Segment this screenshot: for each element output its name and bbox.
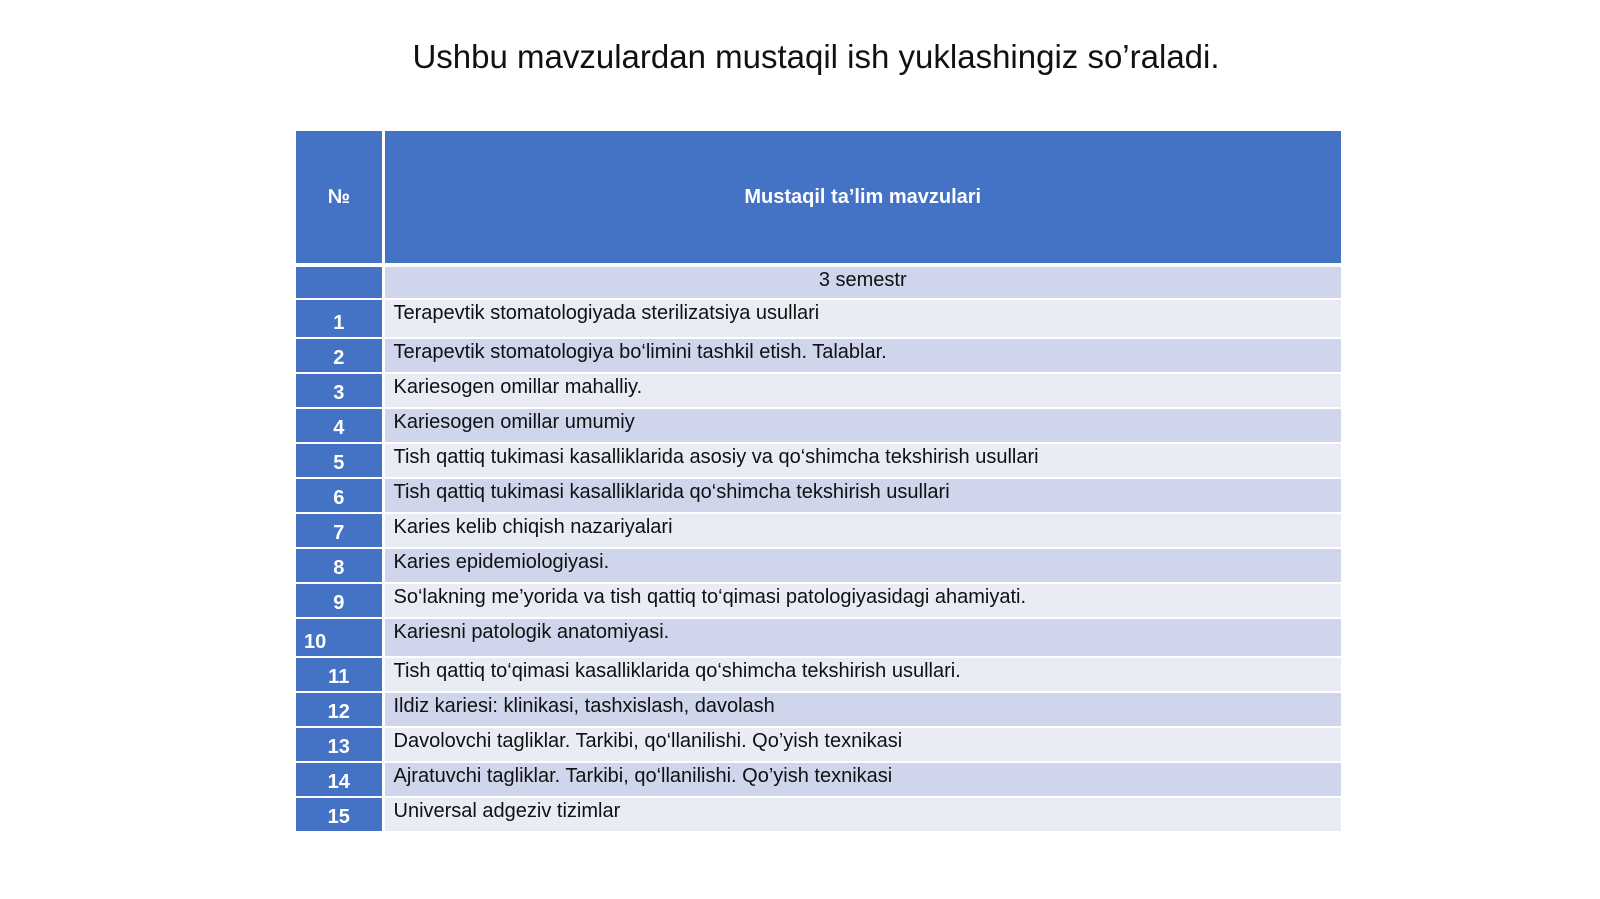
row-number: 2 [296, 338, 383, 373]
table-row [296, 797, 1341, 832]
row-number: 4 [296, 408, 383, 443]
semester-row [296, 265, 1341, 299]
table-row [296, 299, 1341, 338]
row-number: 10 [296, 618, 383, 657]
table-row [296, 513, 1341, 548]
row-number: 6 [296, 478, 383, 513]
row-topic: Ildiz kariesi: klinikasi, tashxislash, davolash [383, 692, 1341, 727]
row-topic: Ajratuvchi tagliklar. Tarkibi, qo‘llanilishi. Qo’yish texnikasi [383, 762, 1341, 797]
row-topic: Terapevtik stomatologiya bo‘limini tashkil etish. Talablar. [383, 338, 1341, 373]
slide-title-text: Ushbu mavzulardan mustaqil ish yuklashingiz so’raladi. [412, 38, 1220, 75]
header-number: № [296, 131, 383, 265]
table-row [296, 548, 1341, 583]
table-row [296, 583, 1341, 618]
row-topic: Karies kelib chiqish nazariyalari [383, 513, 1341, 548]
row-topic: Karies epidemiologiyasi. [383, 548, 1341, 583]
row-topic: So‘lakning me’yorida va tish qattiq to‘qimasi patologiyasidagi ahamiyati. [383, 583, 1341, 618]
semester-label: 3 semestr [383, 265, 1341, 299]
header-topic: Mustaqil ta’lim mavzulari [383, 131, 1341, 265]
row-number: 11 [296, 657, 383, 692]
row-number: 8 [296, 548, 383, 583]
row-number: 1 [296, 299, 383, 338]
topics-table [296, 131, 1341, 833]
row-number: 15 [296, 797, 383, 832]
row-number: 14 [296, 762, 383, 797]
semester-number-cell [296, 265, 383, 299]
table-row [296, 373, 1341, 408]
table-row [296, 443, 1341, 478]
row-topic: Tish qattiq to‘qimasi kasalliklarida qo‘shimcha tekshirish usullari. [383, 657, 1341, 692]
table-row [296, 727, 1341, 762]
row-number: 9 [296, 583, 383, 618]
row-topic: Kariesni patologik anatomiyasi. [383, 618, 1341, 657]
table-row [296, 657, 1341, 692]
row-number: 3 [296, 373, 383, 408]
row-number: 12 [296, 692, 383, 727]
table-row [296, 762, 1341, 797]
row-topic: Kariesogen omillar mahalliy. [383, 373, 1341, 408]
row-topic: Davolovchi tagliklar. Tarkibi, qo‘llanilishi. Qo’yish texnikasi [383, 727, 1341, 762]
table-row [296, 338, 1341, 373]
table-row [296, 618, 1341, 657]
row-number: 7 [296, 513, 383, 548]
row-number: 5 [296, 443, 383, 478]
table-row [296, 692, 1341, 727]
row-number: 13 [296, 727, 383, 762]
row-topic: Kariesogen omillar umumiy [383, 408, 1341, 443]
table-row [296, 478, 1341, 513]
row-topic: Universal adgeziv tizimlar [383, 797, 1341, 832]
row-topic: Tish qattiq tukimasi kasalliklarida asosiy va qo‘shimcha tekshirish usullari [383, 443, 1341, 478]
table-row [296, 408, 1341, 443]
row-topic: Terapevtik stomatologiyada sterilizatsiya usullari [383, 299, 1341, 338]
slide-title [0, 38, 1600, 76]
table-header-row [296, 131, 1341, 265]
row-topic: Tish qattiq tukimasi kasalliklarida qo‘shimcha tekshirish usullari [383, 478, 1341, 513]
